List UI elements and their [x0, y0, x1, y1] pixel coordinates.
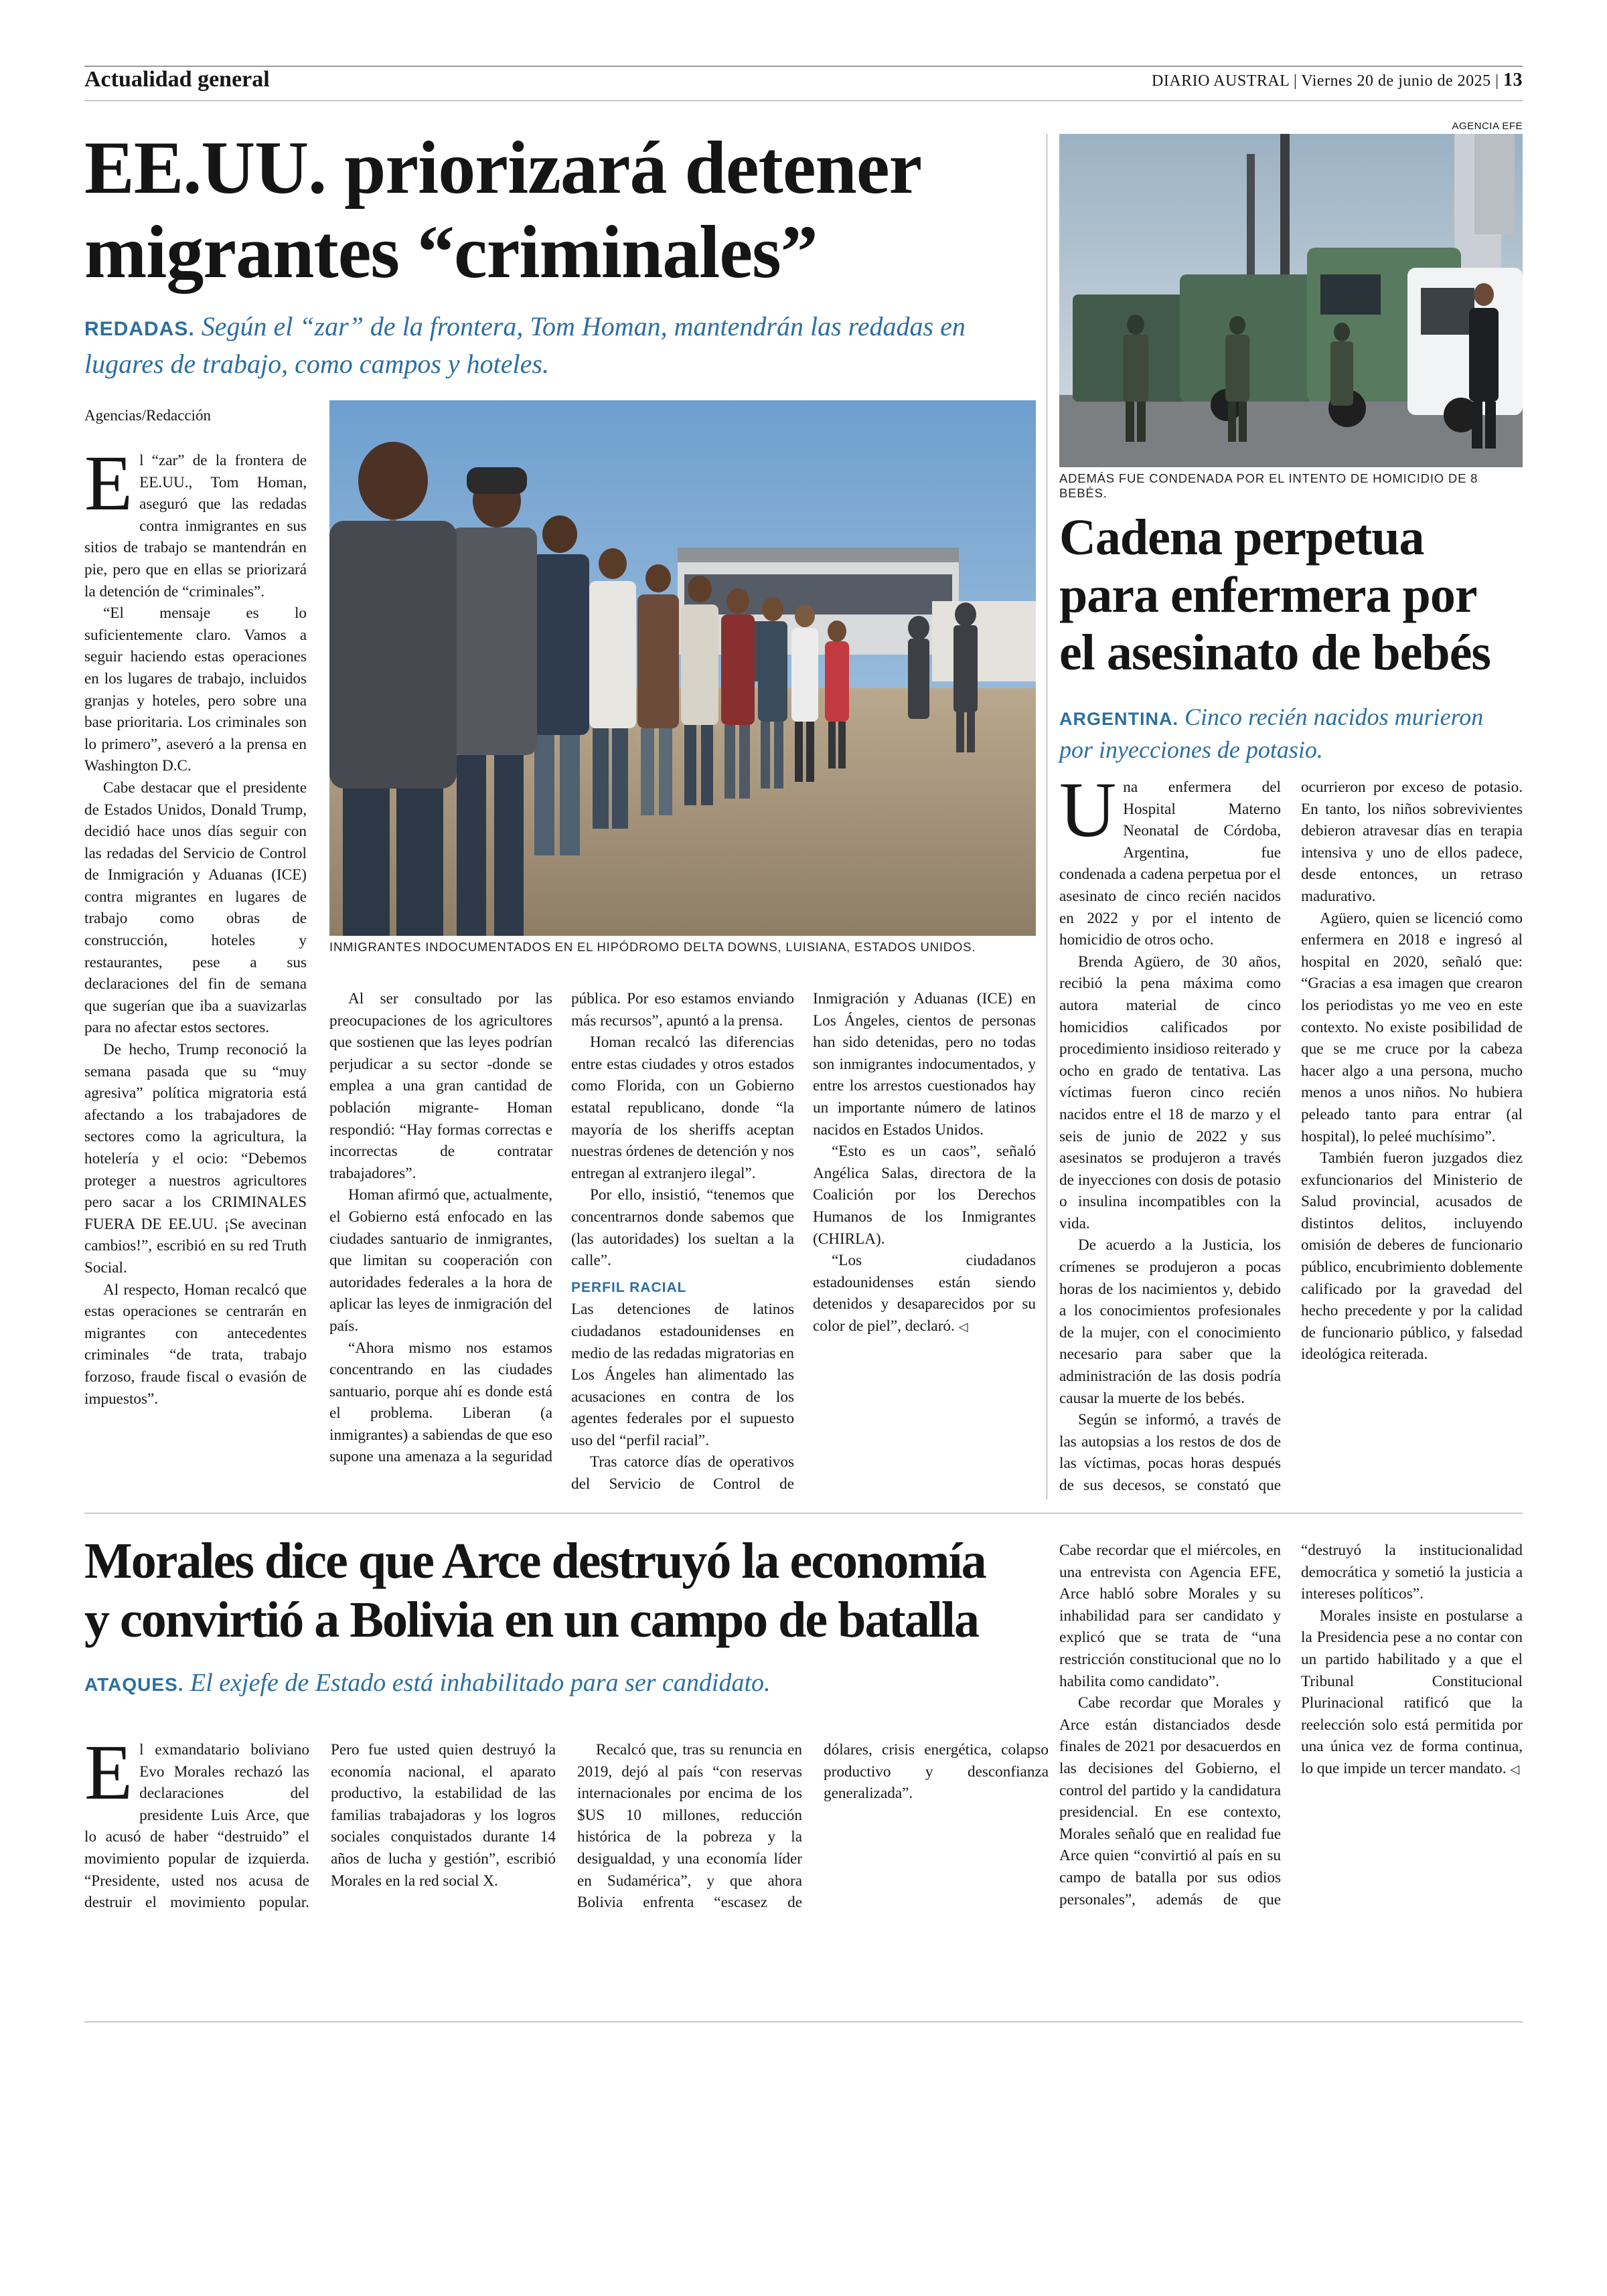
article2-paragraph: Según se informó, a través de las autopsias a los restos de dos de las víctimas, pocas horas después de sus decesos, se constató que ocurrieron por exceso de potasio. En tanto, los niños sobrevivientes debieron atravesar días en terapia intensiva y uno de ellos padece, desde entonces, un retraso madurativo. — [1059, 778, 1523, 1494]
article1-paragraph: “Los ciudadanos estadounidenses están siendo detenidos y desaparecidos por su color de piel”, declaró. ◁ — [813, 1252, 1036, 1335]
article3-paragraph: Cabe recordar que el miércoles, en una entrevista con Agencia EFE, Arce habló sobre Morales y su inhabilidad para ser candidato y explicó que se trata de “una restricción constitucional que no lo habilita como candidato”. — [1059, 1542, 1281, 1690]
end-mark-icon: ◁ — [1510, 1762, 1520, 1777]
section-label: Actualidad general — [84, 67, 270, 92]
article2-paragraph: También fueron juzgados diez exfuncionarios del Ministerio de Salud provincial, acusados de distintos delitos, incluyendo omisión de deberes de funcionario público, encubrimiento doblemente calificado por la gravedad del hecho precedente y por la calidad de funcionario público, y falsedad ideológica reiterada. — [1301, 1149, 1523, 1364]
article1-paragraph: Al respecto, Homan recalcó que estas operaciones se centrarán en migrantes con antecedentes criminales “de trata, trabajo forzoso, fraude fiscal o evasión de impuestos”. — [84, 1281, 307, 1408]
article1-drop-cap: E — [84, 439, 133, 527]
article1-byline: Agencias/Redacción — [84, 407, 212, 424]
article1-paragraph: Cabe destacar que el presidente de Estados Unidos, Donald Trump, decidió hace unos días seguir con las redadas del Servicio de Control de Inmigración y Aduanas (ICE) contra migrantes en lugares de trabajo como obras de construcción, hoteles y restaurantes, pese a sus declaraciones del fin de semana que sugerían que iba a suavizarlas para no afectar estos sectores. — [84, 778, 307, 1037]
article3-headline — [84, 1532, 1049, 1649]
article2-headline-line2: para enfermera por — [1059, 567, 1477, 623]
article2-photo-caption: ADEMÁS FUE CONDENADA POR EL INTENTO DE HOMICIDIO DE 8 BEBÉS. — [1059, 471, 1478, 500]
article1-paragraph: Por ello, insistió, “tenemos que concentrarnos donde sabemos que (las autoridades) los sueltan a la calle”. — [571, 1186, 794, 1270]
article1-body — [84, 439, 307, 1501]
folio-separator: | — [1495, 72, 1503, 90]
article1-headline-line2: migrantes “criminales” — [84, 211, 818, 294]
header-bottom-rule — [84, 100, 1523, 101]
article1-paragraph: Las detenciones de latinos ciudadanos estadounidenses en medio de las redadas migratorias en Los Ángeles han alimentado las acusaciones en contra de los agentes federales por el supuesto uso del “perfil racial”. — [571, 1301, 794, 1449]
article2-paragraph: Brenda Agüero, de 30 años, recibió la pena máxima como autora material de cinco homicidios calificados por procedimiento insidioso reiterado y ocho en grado de tentativa. Las víctimas fueron cinco recién nacidos entre el 18 de marzo y el seis de junio de 2022 y sus asesinatos se produjeron a través de inyecciones con dosis de potasio o insulina incompatibles con la vida. — [1059, 953, 1281, 1232]
article1-paragraph: “Ahora mismo nos estamos concentrando en las ciudades santuario, porque ahí es donde está el problema. Liberan (a inmigrantes) a sabiendas de que eso supone una amenaza a la seguridad pública. Por eso estamos enviando más recursos”, apuntó a la prensa. — [329, 990, 794, 1466]
article2-paragraph: De acuerdo a la Justicia, los crímenes se produjeron a pocas horas de los nacimientos y, debido a los conocimientos profesionales de la mujer, con el conocimiento necesario para saber que la administración de las dosis podría causar la muerte de los bebés. — [1059, 1236, 1281, 1407]
article2-kicker: ARGENTINA. — [1059, 709, 1178, 729]
article3-body-right — [1059, 1540, 1523, 1914]
article1-paragraph: “Esto es un caos”, señaló Angélica Salas, directora de la Coalición por los Derechos Humanos de los Inmigrantes (CHIRLA). — [813, 1143, 1036, 1248]
article1-paragraph: De hecho, Trump reconoció la semana pasada que su “muy agresiva” política migratoria está afectando a los trabajadores de sectores como la agricultura, la hotelería y el ocio: “Debemos proteger a nuestros agricultores pero sacar a los CRIMINALES FUERA DE EE.UU. ¡Se avecinan cambios!”, escribió en su red Truth Social. — [84, 1041, 307, 1277]
article2-deck — [1059, 702, 1523, 765]
article2-drop-cap: U — [1059, 766, 1117, 853]
article1-deck — [84, 309, 1035, 382]
article2-body — [1059, 766, 1523, 1503]
article3-paragraph: Cabe recordar que Morales y Arce están distanciados desde finales de 2021 por desacuerdos en las decisiones del Gobierno, el control del partido y la candidatura presidencial. En ese contexto, Morales señaló que en realidad fue Arce quien “convirtió al país en su campo de batalla por sus odios personales”, además de que “destruyó la institucionalidad democrática y sometió la justicia a intereses políticos”. — [1059, 1542, 1523, 1908]
article1-body-lower — [329, 988, 1036, 1505]
folio-separator: | — [1293, 72, 1302, 90]
article2-headline-line1: Cadena perpetua — [1059, 509, 1424, 566]
article2-headline — [1059, 509, 1523, 681]
article2-deck-text: Cinco recién nacidos murieron por inyecciones de potasio. — [1059, 704, 1484, 763]
article3-deck — [84, 1667, 1049, 1701]
article2-paragraph: Una enfermera del Hospital Materno Neonatal de Córdoba, Argentina, fue condenada a cadena perpetua por el asesinato de cinco recién nacidos en 2022 y por el intento de homicidio de otros ocho. — [1059, 766, 1281, 949]
article1-headline-line1: EE.UU. priorizará detener — [84, 127, 922, 210]
article3-kicker: ATAQUES. — [84, 1674, 184, 1695]
article2-headline-line3: el asesinato de bebés — [1059, 625, 1490, 681]
paper-name: DIARIO AUSTRAL — [1152, 72, 1290, 90]
article3-paragraph: Morales insiste en postularse a la Presidencia pese a no contar con un partido habilitado y a que el Tribunal Constitucional Plurinacional ratificó que la reelección solo está permitida por una única vez de forma continua, lo que impide un tercer mandato. ◁ — [1301, 1607, 1523, 1777]
page-folio — [1152, 70, 1523, 91]
article1-paragraph: Tras catorce días de operativos del Servicio de Control de Inmigración y Aduanas (ICE) en Los Ángeles, cientos de personas han sido detenidas, pero no todas son inmigrantes indocumentados, y entre los arrestos cuestionados hay un importante número de latinos nacidos en Estados Unidos. — [571, 990, 1036, 1493]
end-mark-icon: ◁ — [958, 1319, 968, 1334]
article1-paragraph: Homan recalcó las diferencias entre estas ciudades y otros estados como Florida, con un Gobierno estatal republicano, donde “la mayoría de los sheriffs aceptan nuestras órdenes de detención y nos entregan al extranjero ilegal”. — [571, 1034, 794, 1182]
article3-deck-text: El exjefe de Estado está inhabilitado para ser candidato. — [190, 1669, 771, 1697]
article1-headline — [84, 126, 1035, 295]
article1-paragraph: El “zar” de la frontera de EE.UU., Tom Homan, aseguró que las redadas contra inmigrantes en sus sitios de trabajo se mantendrán en pie, pero que en ellas se priorizará la detención de “criminales”. — [84, 439, 307, 600]
article3-headline-line2: y convirtió a Bolivia en un campo de batalla — [84, 1592, 978, 1648]
article3-paragraph: Recalcó que, tras su renuncia en 2019, dejó al país “con reservas internacionales por encima de los $US 10 millones, reducción histórica de la pobreza y la desigualdad, y una economía líder en Sudamérica”, y que ahora Bolivia enfrenta “escasez de dólares, crisis energética, colapso productivo y desconfianza generalizada”. — [577, 1741, 1049, 1912]
article1-paragraph: “El mensaje es lo suficientemente claro. Vamos a seguir haciendo estas operaciones en los lugares de trabajo, incluidos granjas y hoteles, pero sobre una base prioritaria. Los criminales son lo primero”, aseveró a la prensa en Washington D.C. — [84, 604, 307, 775]
article3-paragraph: El exmandatario boliviano Evo Morales rechazó las declaraciones del presidente Luis Arce, que lo acusó de haber “destruido” el movimiento popular de izquierda. “Presidente, usted nos acusa de destruir el movimiento popular. Pero fue usted quien destruyó la economía nacional, el aparato productivo, la estabilidad de las familias trabajadoras y los logros sociales conquistados durante 14 años de lucha y gestión”, escribió Morales en la red social X. — [84, 1728, 556, 1912]
police-trucks-illustration — [1059, 134, 1523, 467]
article1-kicker: REDADAS. — [84, 318, 195, 340]
article1-paragraph: Homan afirmó que, actualmente, el Gobierno está enfocado en las ciudades santuario de inmigrantes, que limitan su cooperación con autoridades federales a la hora de aplicar las leyes de inmigración del país. — [329, 1186, 552, 1335]
article1-paragraph: Al ser consultado por las preocupaciones de los agricultores que sostienen que las leyes podrían perjudicar a su sector -donde se emplea a una gran cantidad de población migrante- Homan respondió: “Hay formas correctas e incorrectas de contratar trabajadores”. — [329, 990, 552, 1182]
article1-subhead: PERFIL RACIAL — [571, 1279, 687, 1295]
migrants-line-illustration — [329, 400, 1036, 936]
article2-photo — [1059, 134, 1523, 467]
issue-date: Viernes 20 de junio de 2025 — [1301, 72, 1491, 90]
article3-body-left — [84, 1728, 1049, 1914]
article1-deck-text: Según el “zar” de la frontera, Tom Homan, mantendrán las redadas en lugares de trabajo, como campos y hoteles. — [84, 311, 966, 379]
header-top-rule — [84, 66, 1523, 67]
page-number: 13 — [1503, 70, 1523, 90]
article1-photo-caption: INMIGRANTES INDOCUMENTADOS EN EL HIPÓDROMO DELTA DOWNS, LUISIANA, ESTADOS UNIDOS. — [329, 940, 976, 954]
article1-photo — [329, 400, 1036, 936]
article3-headline-line1: Morales dice que Arce destruyó la economía — [84, 1533, 986, 1589]
article2-photo-credit: AGENCIA EFE — [1452, 120, 1523, 132]
article3-drop-cap: E — [84, 1728, 133, 1816]
article2-paragraph: Agüero, quien se licenció como enfermera en 2018 e ingresó al hospital en 2020, señaló que: “Gracias a esa imagen que crearon los periodistas yo me veo en este contexto. No existe posibilidad de que se me cruce por la cabeza hacer algo a una persona, mucho menos a unos niños. No hubiera peleado tanto para entrar (al hospital), lo peleé muchísimo”. — [1301, 909, 1523, 1145]
